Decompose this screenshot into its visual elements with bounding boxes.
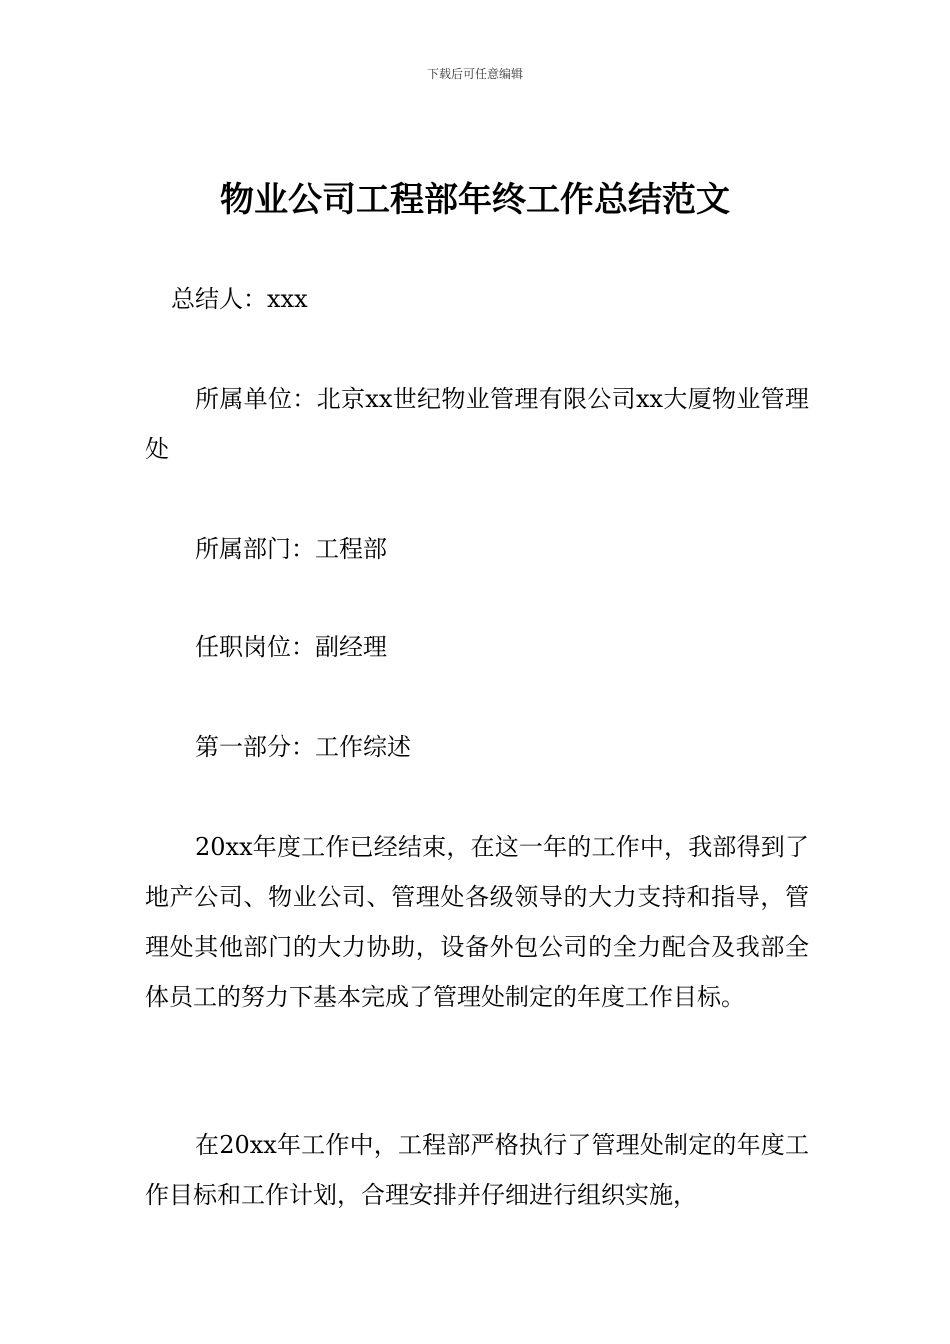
unit-line: 所属单位：北京xx世纪物业管理有限公司xx大厦物业管理处: [145, 385, 809, 463]
position-line: 任职岗位：副经理: [195, 633, 387, 661]
page-header-note: 下载后可任意编辑: [426, 67, 523, 81]
paragraph-1: 20xx年度工作已经结束，在这一年的工作中，我部得到了地产公司、物业公司、管理处各级领导的大力支持和指导，管理处其他部门的大力协助，设备外包公司的全力配合及我部全体员工的努力下基本完成了管理处制定的年度工作目标。: [145, 833, 809, 1011]
paragraph-2: 在20xx年工作中，工程部严格执行了管理处制定的年度工作目标和工作计划，合理安排并仔细进行组织实施，: [145, 1131, 809, 1209]
document-title: 物业公司工程部年终工作总结范文: [220, 180, 730, 220]
summarizer-line: 总结人：xxx: [171, 285, 308, 313]
section-heading-part-one: 第一部分：工作综述: [195, 733, 411, 761]
department-line: 所属部门：工程部: [195, 535, 387, 563]
